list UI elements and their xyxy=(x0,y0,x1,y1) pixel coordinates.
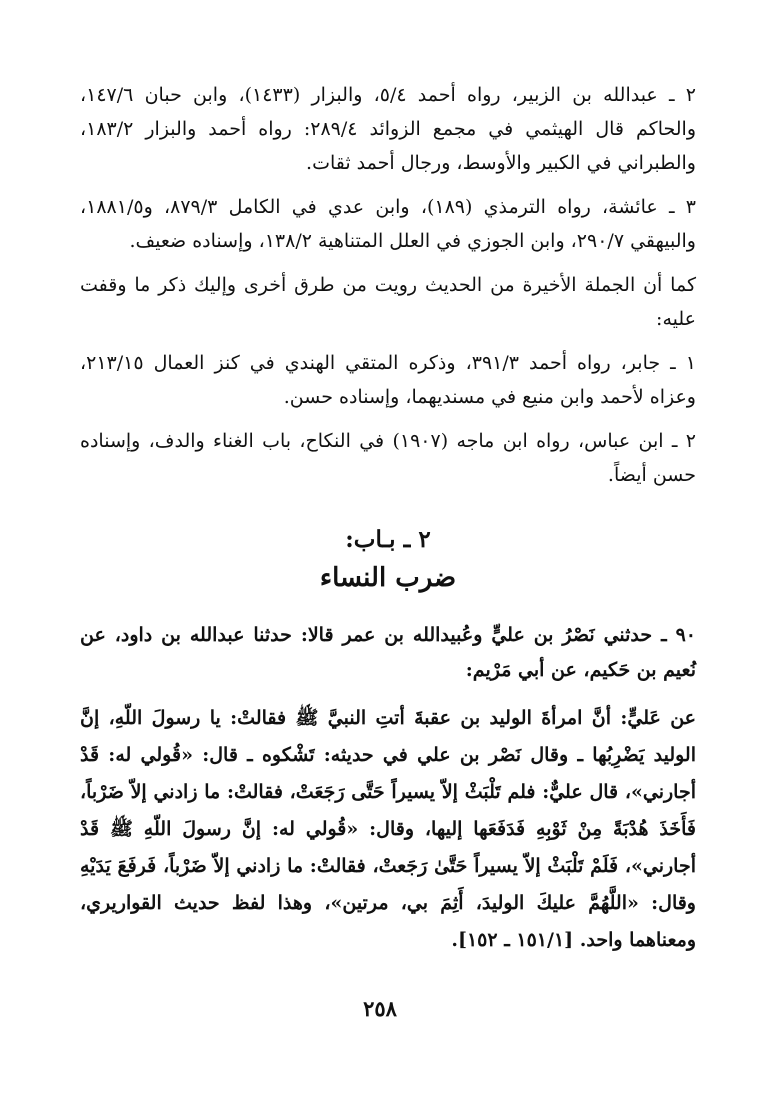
footnote-paragraph-3: كما أن الجملة الأخيرة من الحديث رويت من طرق أخرى وإليك ذكر ما وقفت عليه: xyxy=(80,274,696,330)
hadith-body: عن عَليٍّ: أنَّ امرأةَ الوليد بن عقبةَ أتتِ النبيَّ ﷺ فقالتْ: يا رسولَ اللّهِ، إنَّ الوليد يَضْرِبُها ـ وقال نَصْر بن علي في حديثه: تَشْكوه ـ قال: «قُولي له: قَدْ أجارني»، قال عليٌّ: فلم تَلْبَثْ إلاّ يسيراً حَتَّى رَجَعَتْ، فقالتْ: ما زادني إلاّ ضَرْباً، فَأَخَذَ هُدْبَةً مِنْ ثَوْبِهِ فَدَفَعَها إليها، وقال: «قُولي له: إنَّ رسولَ اللّهِ ﷺ قَدْ أجارني»، فَلَمْ تَلْبَثْ إلاّ يسيراً حَتَّىٰ رَجَعتْ، فقالتْ: ما زادني إلاّ ضَرْباً، فَرفَعَ يَدَيْهِ وقال: «اللَّهُمَّ عليكَ الوليدَ، أَثِمَ بي، مرتين»، وهذا لفظ حديث القواريري، ومعناهما واحد. [١٥١/١ ـ ١٥٢]. xyxy=(80,707,696,951)
footnote-paragraph-2: ٣ ـ عائشة، رواه الترمذي (١٨٩)، وابن عدي في الكامل ٨٧٩/٣، و١٨٨١/٥، والبيهقي ٢٩٠/٧، وابن الجوزي في العلل المتناهية ١٣٨/٢، وإسناده ضعيف. xyxy=(80,196,696,252)
page-content xyxy=(80,78,696,959)
footnote-paragraph-5: ٢ ـ ابن عباس، رواه ابن ماجه (١٩٠٧) في النكاح، باب الغناء والدف، وإسناده حسن أيضاً. xyxy=(80,430,697,486)
section-number: ٢ ـ بـاب: xyxy=(345,526,431,553)
footnote-paragraph-4: ١ ـ جابر، رواه أحمد ٣٩١/٣، وذكره المتقي الهندي في كنز العمال ٢١٣/١٥، وعزاه لأحمد وابن منيع في مسنديهما، وإسناده حسن. xyxy=(80,352,696,408)
page-number: ٢٥٨ xyxy=(363,996,397,1021)
section-title: ضرب النساء xyxy=(319,563,457,593)
footnote-paragraph-1: ٢ ـ عبدالله بن الزبير، رواه أحمد ٥/٤، والبزار (١٤٣٣)، وابن حبان ١٤٧/٦، والحاكم قال الهيثمي في مجمع الزوائد ٢٨٩/٤: رواه أحمد والبزار ١٨٣/٢، والطبراني في الكبير والأوسط، ورجال أحمد ثقات. xyxy=(80,84,696,174)
hadith-chain: ٩٠ ـ حدثني نَصْرُ بن عليٍّ وعُبيدالله بن عمر قالا: حدثنا عبدالله بن داود، عن نُعيم بن حَكيم، عن أبي مَرْيم: xyxy=(80,624,696,681)
section-heading xyxy=(80,522,696,598)
